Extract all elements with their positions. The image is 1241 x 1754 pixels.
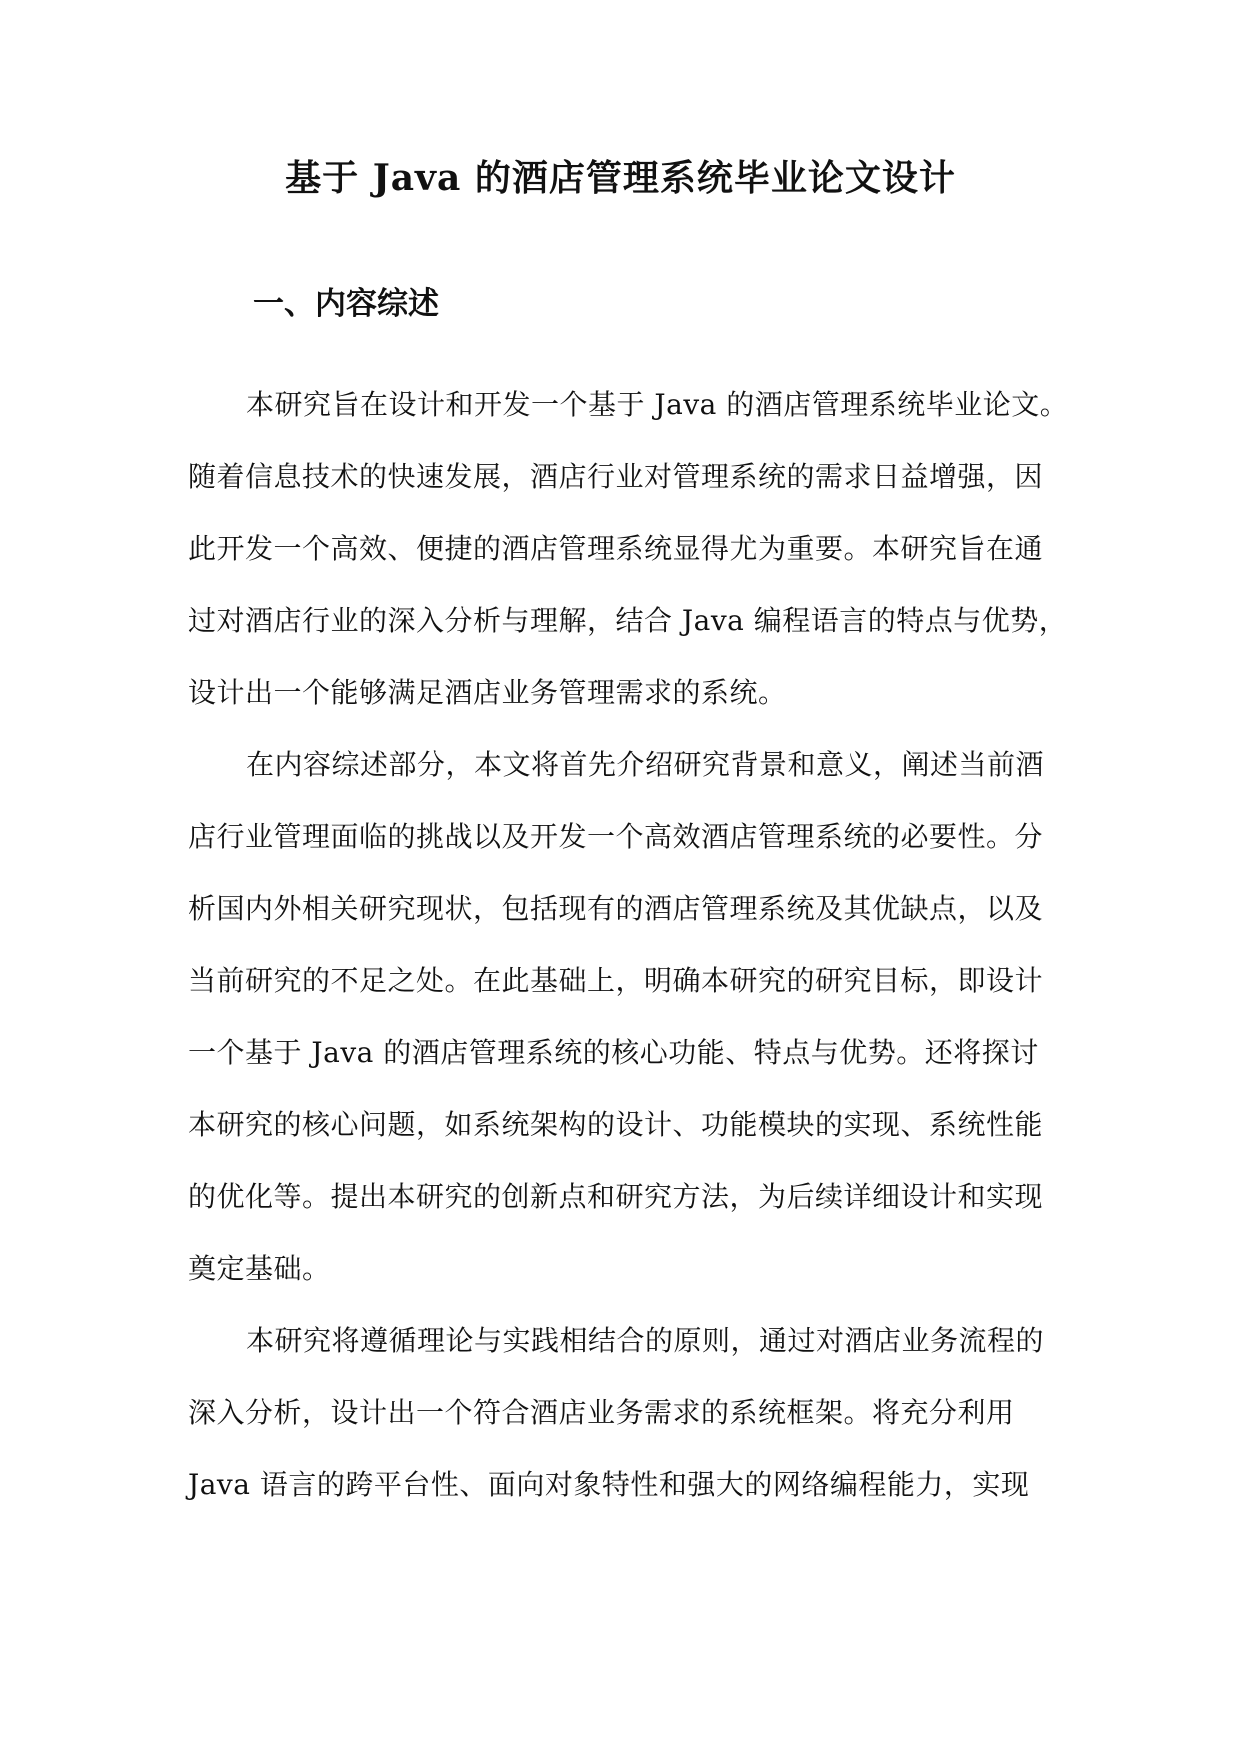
paragraph-line: 本研究的核心问题，如系统架构的设计、功能模块的实现、系统性能	[188, 1108, 1044, 1141]
paragraph-line: 设计出一个能够满足酒店业务管理需求的系统。	[188, 676, 787, 709]
paragraph-line: 在内容综述部分，本文将首先介绍研究背景和意义，阐述当前酒	[246, 748, 1045, 781]
section-heading: 一、内容综述	[253, 286, 439, 322]
paragraph-line: 本研究旨在设计和开发一个基于 Java 的酒店管理系统毕业论文。	[246, 388, 1069, 421]
paragraph-line: Java 语言的跨平台性、面向对象特性和强大的网络编程能力，实现	[188, 1468, 1030, 1501]
paragraph-line: 本研究将遵循理论与实践相结合的原则，通过对酒店业务流程的	[246, 1324, 1045, 1357]
document-title: 基于 Java 的酒店管理系统毕业论文设计	[285, 157, 956, 199]
paragraph-line: 深入分析，设计出一个符合酒店业务需求的系统框架。将充分利用	[188, 1396, 1015, 1429]
paragraph-line: 过对酒店行业的深入分析与理解，结合 Java 编程语言的特点与优势，	[188, 604, 1068, 637]
paragraph-3	[188, 1305, 1058, 1521]
paragraph-line: 一个基于 Java 的酒店管理系统的核心功能、特点与优势。还将探讨	[188, 1036, 1039, 1069]
paragraph-line: 奠定基础。	[188, 1252, 331, 1285]
paragraph-line: 当前研究的不足之处。在此基础上，明确本研究的研究目标，即设计	[188, 964, 1044, 997]
paragraph-line: 的优化等。提出本研究的创新点和研究方法，为后续详细设计和实现	[188, 1180, 1044, 1213]
paragraph-line: 随着信息技术的快速发展，酒店行业对管理系统的需求日益增强，因	[188, 460, 1044, 493]
paragraph-line: 店行业管理面临的挑战以及开发一个高效酒店管理系统的必要性。分	[188, 820, 1044, 853]
paragraph-line: 析国内外相关研究现状，包括现有的酒店管理系统及其优缺点，以及	[188, 892, 1044, 925]
paragraph-1	[188, 369, 1069, 729]
paragraph-2	[188, 729, 1058, 1305]
paragraph-line: 此开发一个高效、便捷的酒店管理系统显得尤为重要。本研究旨在通	[188, 532, 1044, 565]
body-text	[188, 369, 1069, 1521]
